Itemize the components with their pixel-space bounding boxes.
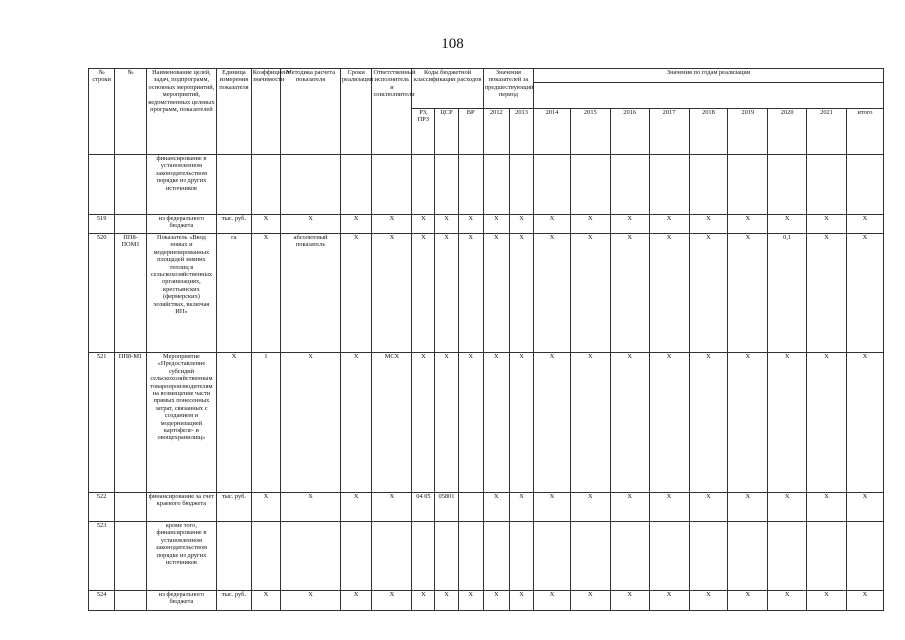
header-vr: ВР: [458, 109, 483, 155]
header-unit: Единица измерения показателя: [217, 69, 252, 155]
row-value: X: [728, 234, 768, 353]
row-value: X: [509, 591, 533, 611]
row-resp: МСХ: [372, 353, 412, 493]
row-value: X: [807, 591, 847, 611]
row-code: [115, 522, 147, 591]
row-value: X: [846, 493, 883, 522]
row-value: X: [807, 493, 847, 522]
row-terms: [340, 155, 372, 215]
row-value: [534, 522, 571, 591]
row-code: [115, 591, 147, 611]
row-rz: 04 05: [412, 493, 435, 522]
header-total: итого: [846, 109, 883, 155]
row-value: X: [846, 234, 883, 353]
table-row: [89, 234, 884, 353]
row-code: [115, 155, 147, 215]
row-unit: [217, 155, 252, 215]
row-vr: X: [458, 353, 483, 493]
row-name: Мероприятие «Предоставление субсидий сельскохозяйственным товаропроизводителям на возмещение части прямых понесенных затрат, связанных с созданием и модернизацией картофеле- и овощехранилищ»: [146, 353, 216, 493]
row-coef: X: [251, 215, 280, 234]
row-csr: [435, 522, 458, 591]
row-value: [689, 155, 728, 215]
row-value: [483, 522, 509, 591]
row-value: X: [768, 591, 807, 611]
table-row: [89, 353, 884, 493]
row-terms: X: [340, 591, 372, 611]
row-value: [534, 155, 571, 215]
row-value: [649, 522, 689, 591]
row-resp: X: [372, 234, 412, 353]
row-value: X: [728, 353, 768, 493]
row-value: X: [570, 234, 610, 353]
row-value: X: [483, 215, 509, 234]
header-terms: Сроки реализации: [340, 69, 372, 155]
header-year: 2016: [610, 109, 649, 155]
row-rz: X: [412, 591, 435, 611]
row-value: X: [610, 234, 649, 353]
row-value: X: [483, 591, 509, 611]
row-value: X: [610, 215, 649, 234]
row-csr: X: [435, 353, 458, 493]
row-value: X: [483, 353, 509, 493]
row-value: X: [728, 215, 768, 234]
row-number: 520: [89, 234, 115, 353]
header-year: 2015: [570, 109, 610, 155]
header-rz: РЗ, ПРЗ: [412, 109, 435, 155]
row-value: X: [689, 493, 728, 522]
row-name: из федерального бюджета: [146, 215, 216, 234]
row-value: [807, 155, 847, 215]
row-value: X: [689, 591, 728, 611]
row-value: X: [570, 353, 610, 493]
row-value: X: [509, 353, 533, 493]
row-value: X: [534, 591, 571, 611]
row-csr: X: [435, 591, 458, 611]
row-rz: X: [412, 215, 435, 234]
header-year: 2013: [509, 109, 533, 155]
row-csr: 05801: [435, 493, 458, 522]
row-value: X: [534, 493, 571, 522]
row-value: [846, 155, 883, 215]
row-value: X: [509, 234, 533, 353]
row-value: X: [768, 353, 807, 493]
row-value: X: [570, 591, 610, 611]
row-unit: га: [217, 234, 252, 353]
row-unit: тыс. руб.: [217, 591, 252, 611]
row-value: X: [534, 353, 571, 493]
header-coef: Коэффициент значимости: [251, 69, 280, 155]
row-csr: [435, 155, 458, 215]
row-value: X: [807, 234, 847, 353]
header-year: 2019: [728, 109, 768, 155]
row-value: [570, 522, 610, 591]
header-budget-codes: Коды бюджетной классификации расходов: [412, 69, 483, 109]
row-value: X: [534, 234, 571, 353]
header-resp: Ответственный исполнитель и соисполнители: [372, 69, 412, 155]
table-row: [89, 522, 884, 591]
row-terms: X: [340, 493, 372, 522]
row-rz: X: [412, 234, 435, 353]
row-value: X: [509, 493, 533, 522]
header-year-values: Значения по годам реализации: [534, 69, 884, 83]
row-unit: тыс. руб.: [217, 215, 252, 234]
row-value: X: [649, 353, 689, 493]
header-name: Наименование целей, задач, подпрограмм, основных мероприятий, мероприятий, ведомственных целевых программ, показателей: [146, 69, 216, 155]
row-terms: X: [340, 353, 372, 493]
row-coef: X: [251, 591, 280, 611]
row-name: финансирование за счет краевого бюджета: [146, 493, 216, 522]
row-method: [281, 155, 341, 215]
header-method: Методика расчета показателя: [281, 69, 341, 155]
row-rz: X: [412, 353, 435, 493]
row-value: [649, 155, 689, 215]
row-value: X: [610, 493, 649, 522]
row-number: 519: [89, 215, 115, 234]
row-csr: X: [435, 234, 458, 353]
row-value: X: [689, 215, 728, 234]
row-value: X: [534, 215, 571, 234]
row-value: X: [649, 215, 689, 234]
row-value: X: [728, 591, 768, 611]
row-rz: [412, 522, 435, 591]
row-value: X: [768, 493, 807, 522]
header-year: 2021: [807, 109, 847, 155]
row-value: [610, 522, 649, 591]
header-year: 2018: [689, 109, 728, 155]
row-value: X: [649, 234, 689, 353]
row-coef: X: [251, 493, 280, 522]
row-value: X: [689, 234, 728, 353]
row-value: X: [807, 353, 847, 493]
row-method: X: [281, 215, 341, 234]
header-year: 2014: [534, 109, 571, 155]
row-value: X: [570, 493, 610, 522]
row-rz: [412, 155, 435, 215]
row-code: [115, 215, 147, 234]
row-value: [846, 522, 883, 591]
row-value: [807, 522, 847, 591]
row-number: 524: [89, 591, 115, 611]
row-method: X: [281, 493, 341, 522]
row-vr: X: [458, 591, 483, 611]
row-value: X: [483, 493, 509, 522]
header-year: 2012: [483, 109, 509, 155]
row-method: X: [281, 591, 341, 611]
row-vr: [458, 522, 483, 591]
table-row: [89, 155, 884, 215]
row-value: X: [610, 353, 649, 493]
row-vr: [458, 155, 483, 215]
row-value: X: [570, 215, 610, 234]
row-value: [509, 155, 533, 215]
header-year: 2017: [649, 109, 689, 155]
row-code: [115, 493, 147, 522]
row-method: абсолютный показатель: [281, 234, 341, 353]
table-row: [89, 215, 884, 234]
row-value: X: [846, 591, 883, 611]
row-unit: X: [217, 353, 252, 493]
row-terms: X: [340, 234, 372, 353]
row-value: [689, 522, 728, 591]
row-terms: X: [340, 215, 372, 234]
row-number: 523: [89, 522, 115, 591]
table-row: [89, 591, 884, 611]
row-value: X: [483, 234, 509, 353]
row-vr: X: [458, 234, 483, 353]
row-unit: [217, 522, 252, 591]
row-unit: тыс. руб.: [217, 493, 252, 522]
program-indicators-table: [88, 68, 884, 611]
row-value: X: [768, 215, 807, 234]
row-vr: [458, 493, 483, 522]
row-value: X: [728, 493, 768, 522]
row-value: [483, 155, 509, 215]
row-value: [570, 155, 610, 215]
table-row: [89, 493, 884, 522]
row-value: 0,1: [768, 234, 807, 353]
row-value: X: [846, 353, 883, 493]
header-row-no: № строки: [89, 69, 115, 155]
row-value: [728, 155, 768, 215]
row-value: X: [509, 215, 533, 234]
row-value: X: [807, 215, 847, 234]
row-name: финансирование в установленном законодательством порядке из других источников: [146, 155, 216, 215]
row-name: из федерального бюджета: [146, 591, 216, 611]
header-year: 2020: [768, 109, 807, 155]
row-number: [89, 155, 115, 215]
row-value: [610, 155, 649, 215]
row-code: ПП8-ПОМ1: [115, 234, 147, 353]
row-value: X: [689, 353, 728, 493]
row-resp: X: [372, 591, 412, 611]
row-name: кроме того, финансирование в установленном законодательством порядке из других источников: [146, 522, 216, 591]
row-coef: [251, 155, 280, 215]
header-no: №: [115, 69, 147, 155]
row-name: Показатель «Ввод новых и модернизированных площадей зимних теплиц в сельскохозяйственных организациях, крестьянских (фермерских) хозяйствах, включая ИП»: [146, 234, 216, 353]
row-method: X: [281, 353, 341, 493]
row-value: X: [649, 493, 689, 522]
row-coef: [251, 522, 280, 591]
row-value: [509, 522, 533, 591]
row-vr: X: [458, 215, 483, 234]
row-value: X: [846, 215, 883, 234]
row-coef: 1: [251, 353, 280, 493]
row-value: [768, 155, 807, 215]
row-csr: X: [435, 215, 458, 234]
row-resp: [372, 155, 412, 215]
row-resp: X: [372, 215, 412, 234]
row-value: X: [649, 591, 689, 611]
header-prev-values: Значения показателей за предшествующий период: [483, 69, 533, 109]
row-value: [768, 522, 807, 591]
row-method: [281, 522, 341, 591]
row-number: 522: [89, 493, 115, 522]
row-resp: [372, 522, 412, 591]
row-terms: [340, 522, 372, 591]
row-code: ПП8-М1: [115, 353, 147, 493]
row-resp: X: [372, 493, 412, 522]
row-number: 521: [89, 353, 115, 493]
row-value: X: [610, 591, 649, 611]
row-value: [728, 522, 768, 591]
row-coef: X: [251, 234, 280, 353]
page-number: 108: [441, 36, 464, 52]
header-csr: ЦСР: [435, 109, 458, 155]
